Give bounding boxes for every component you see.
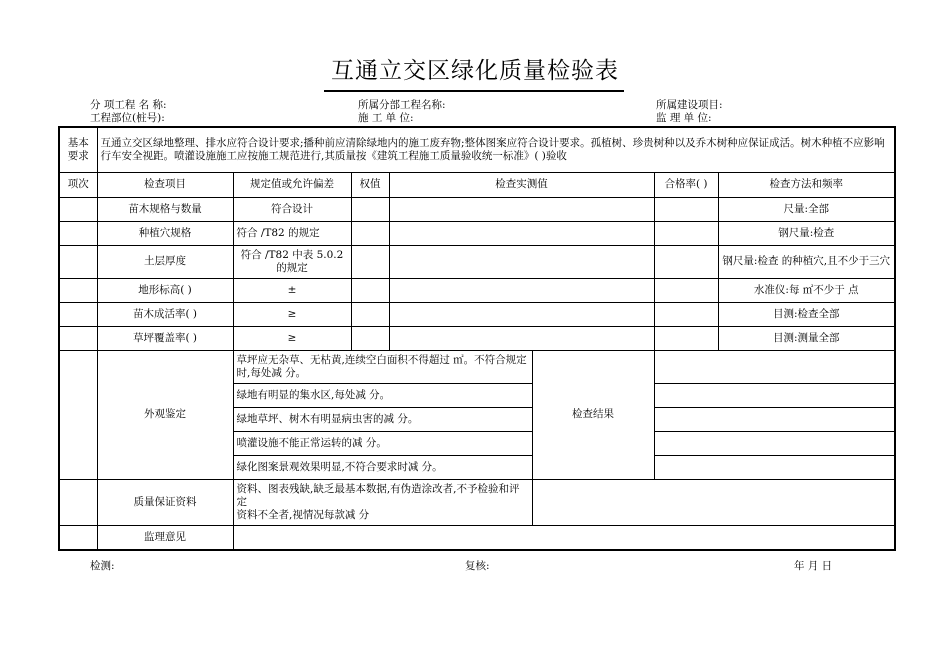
reviewer-label: 复核:: [465, 560, 490, 572]
quality-docs-text-2: 资料不全者,视情况每款减 分: [236, 508, 370, 521]
row-item: 苗木规格与数量: [97, 197, 233, 221]
row-weight: [351, 326, 389, 350]
col-spec: 规定值或允许偏差: [233, 172, 351, 197]
location-label: 工程部位(桩号):: [90, 112, 165, 124]
basic-req-label: 基本要求: [59, 127, 97, 172]
row-method: 钢尺量:检查: [718, 221, 895, 245]
supervision-text: [233, 525, 895, 550]
col-weight: 权值: [351, 172, 389, 197]
quality-docs-text: [233, 479, 532, 525]
construction-project-label: 所属建设项目:: [656, 99, 723, 111]
row-spec: 符合 /T82 中表 5.0.2 的规定: [233, 245, 351, 278]
appearance-label: 外观鉴定: [97, 350, 233, 479]
supervision-blank: [59, 525, 97, 550]
row-method: 尺量:全部: [718, 197, 895, 221]
row-method: 目测:测量全部: [718, 326, 895, 350]
row-no: [59, 245, 97, 278]
supervision-unit-label: 监 理 单 位:: [656, 112, 712, 124]
row-item: 草坪覆盖率( ): [97, 326, 233, 350]
inspection-table: [58, 126, 896, 551]
col-method: 检查方法和频率: [718, 172, 895, 197]
row-pass-rate: [654, 302, 718, 326]
title-underline: [324, 90, 624, 92]
row-measured: [389, 326, 654, 350]
appearance-result: [654, 431, 895, 455]
row-item: 地形标高( ): [97, 278, 233, 302]
row-no: [59, 197, 97, 221]
row-method: 水准仪:每 ㎡不少于 点: [718, 278, 895, 302]
col-no: 项次: [59, 172, 97, 197]
page-title: 互通立交区绿化质量检验表: [331, 58, 619, 84]
row-method: 目测:检查全部: [718, 302, 895, 326]
appearance-result: [654, 383, 895, 407]
row-spec: ≥: [233, 302, 351, 326]
row-pass-rate: [654, 197, 718, 221]
row-measured: [389, 278, 654, 302]
quality-docs-label: 质量保证资料: [97, 479, 233, 525]
row-no: [59, 221, 97, 245]
row-pass-rate: [654, 326, 718, 350]
row-no: [59, 326, 97, 350]
row-item: 种植穴规格: [97, 221, 233, 245]
row-weight: [351, 221, 389, 245]
row-item: 土层厚度: [97, 245, 233, 278]
quality-docs-text-1: 资料、图表残缺,缺乏最基本数据,有伪造涂改者,不予检验和评定: [236, 482, 520, 508]
supervision-label: 监理意见: [97, 525, 233, 550]
appearance-result: [654, 455, 895, 479]
construction-unit-label: 施 工 单 位:: [358, 112, 414, 124]
appearance-result: [654, 350, 895, 383]
row-pass-rate: [654, 221, 718, 245]
appearance-result-label: 检查结果: [532, 350, 654, 479]
row-measured: [389, 221, 654, 245]
row-pass-rate: [654, 278, 718, 302]
row-weight: [351, 302, 389, 326]
appearance-item: 绿地有明显的集水区,每处减 分。: [233, 383, 532, 407]
appearance-blank: [59, 350, 97, 479]
row-weight: [351, 245, 389, 278]
row-pass-rate: [654, 245, 718, 278]
inspector-label: 检测:: [90, 560, 115, 572]
row-spec: 符合设计: [233, 197, 351, 221]
row-measured: [389, 245, 654, 278]
col-measured: 检查实测值: [389, 172, 654, 197]
row-spec: ±: [233, 278, 351, 302]
row-measured: [389, 197, 654, 221]
row-item: 苗木成活率( ): [97, 302, 233, 326]
row-spec: 符合 /T82 的规定: [233, 221, 351, 245]
appearance-item: 绿地草坪、树木有明显病虫害的减 分。: [233, 407, 532, 431]
row-no: [59, 278, 97, 302]
row-method: 钢尺量:检查 的种植穴,且不少于三穴: [718, 245, 895, 278]
row-no: [59, 302, 97, 326]
col-pass-rate: 合格率( ): [654, 172, 718, 197]
quality-docs-blank: [59, 479, 97, 525]
row-weight: [351, 197, 389, 221]
appearance-item: 草坪应无杂草、无枯黄,连续空白面积不得超过 ㎡。不符合规定时,每处减 分。: [233, 350, 532, 383]
appearance-item: 绿化图案景观效果明显,不符合要求时减 分。: [233, 455, 532, 479]
unit-project-label: 所属分部工程名称:: [358, 99, 446, 111]
date-label: 年 月 日: [794, 560, 833, 572]
appearance-item: 喷灌设施不能正常运转的减 分。: [233, 431, 532, 455]
basic-req-text: 互通立交区绿地整理、排水应符合设计要求;播种前应清除绿地内的施工废弃物;整体图案应符合设计要求。孤植树、珍贵树种以及乔木树种应保证成活。树木种植不应影响行车安全视距。喷灌设施施工应按施工规范进行,其质量按《建筑工程施工质量验收统一标准》( )验收: [97, 127, 895, 172]
row-measured: [389, 302, 654, 326]
row-spec: ≥: [233, 326, 351, 350]
appearance-result: [654, 407, 895, 431]
row-weight: [351, 278, 389, 302]
quality-docs-result: [532, 479, 895, 525]
sub-project-label: 分 项工程 名 称:: [90, 99, 167, 111]
col-item: 检查项目: [97, 172, 233, 197]
